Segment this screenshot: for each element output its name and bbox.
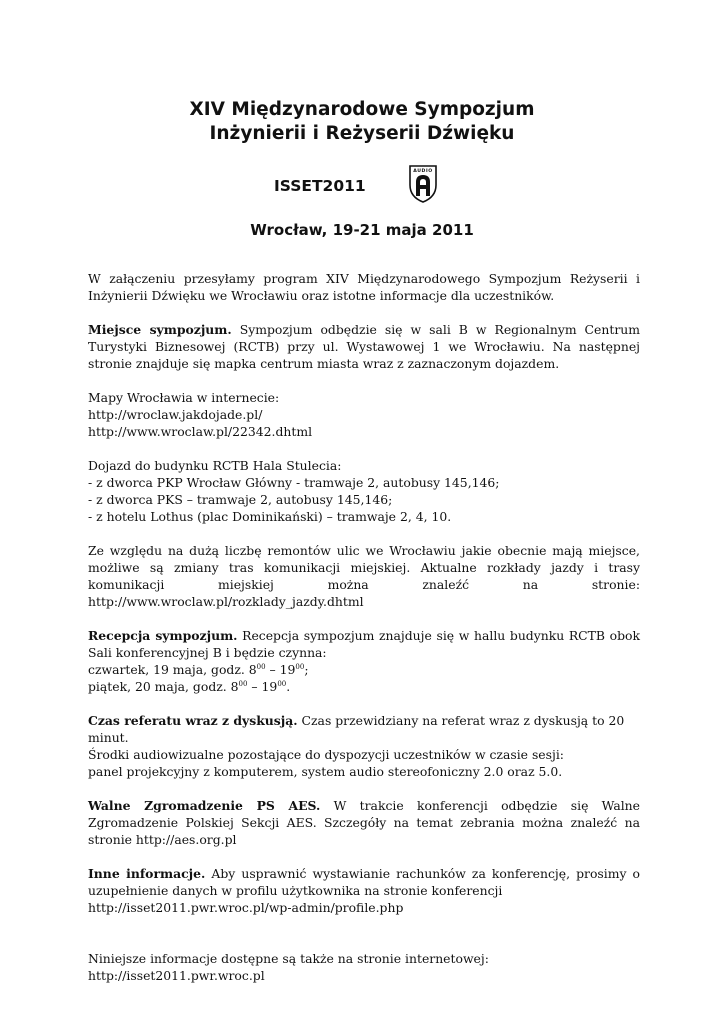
maps-link-2[interactable]: http://www.wroclaw.pl/22342.dhtml — [88, 424, 313, 439]
event-row — [0, 163, 724, 203]
intro-paragraph: W załączeniu przesyłamy program XIV Międzynarodowego Sympozjum Reżyserii i Inżynierii Dźwięku we Wrocławiu oraz istotne informacje dla uczestników. — [88, 271, 640, 303]
event-name: ISSET2011 — [274, 177, 366, 195]
document-title — [0, 98, 724, 146]
reception-heading: Recepcja sympozjum. — [88, 628, 238, 643]
footer-note: Niniejsze informacje dostępne są także na stronie internetowej: http://isset2011.pwr.wroc.pl — [88, 951, 489, 983]
venue-paragraph — [88, 321, 640, 372]
roadworks-paragraph: Ze względu na dużą liczbę remontów ulic we Wrocławiu jakie obecnie mają miejsce, możliwe są zmiany tras komunikacji miejskiej. Aktualne rozkłady jazdy i trasy komunikacji miejskiej można znaleźć na stronie: http://www.wroclaw.pl/rozklady_jazdy.dhtml — [88, 543, 640, 609]
transport-item: - z dworca PKS – tramwaje 2, autobusy 145,146; — [88, 492, 393, 507]
dateline: Wrocław, 19-21 maja 2011 — [250, 221, 474, 239]
other-info-heading: Inne informacje. — [88, 866, 206, 881]
transport-item: - z hotelu Lothus (plac Dominikański) – tramwaje 2, 4, 10. — [88, 509, 452, 524]
reception-day-2: piątek, 20 maja, godz. $8^{00} - 19^{00}$. — [88, 679, 291, 694]
transport-paragraph — [88, 457, 640, 525]
maps-label: Mapy Wrocławia w internecie: — [88, 390, 280, 405]
document-body — [88, 270, 640, 1001]
reception-day-1: czwartek, 19 maja, godz. $8^{00} - 19^{00}$; — [88, 662, 309, 677]
venue-text: Sympozjum odbędzie się w sali B w Regionalnym Centrum Turystyki Biznesowej (RCTB) przy ul. Wystawowej 1 we Wrocławiu. Na następnej stronie znajduje się mapka centrum miasta wraz z zaznaczonym dojazdem. — [88, 322, 640, 371]
other-info-paragraph — [88, 865, 640, 916]
assembly-text: W trakcie konferencji odbędzie się Walne Zgromadzenie Polskiej Sekcji AES. Szczegóły na temat zebrania można znaleźć na stronie http://aes.org.pl — [88, 798, 640, 847]
other-info-text: Inne informacje. Aby usprawnić wystawianie rachunków za konferencję, prosimy o uzupełnienie danych w profilu użytkownika na stronie konferencji — [88, 866, 641, 898]
talk-time-line-3: panel projekcyjny z komputerem, system audio stereofoniczny 2.0 oraz 5.0. — [88, 764, 563, 779]
aes-logo-icon — [408, 163, 438, 203]
talk-time-line-2: Środki audiowizualne pozostające do dyspozycji uczestników w czasie sesji: — [88, 747, 564, 762]
transport-item: - z dworca PKP Wrocław Główny - tramwaje 2, autobusy 145,146; — [88, 475, 500, 490]
reception-text: Recepcja sympozjum znajduje się w hallu budynku RCTB obok Sali konferencyjnej B i będzie czynna: — [88, 628, 640, 660]
reception-intro — [88, 627, 640, 661]
title-line-1: XIV Międzynarodowe Sympozjum — [189, 99, 535, 120]
talk-time-line-1: Czas referatu wraz z dyskusją. Czas przewidziany na referat wraz z dyskusją to 20 minut. — [88, 713, 625, 745]
title-line-2: Inżynierii i Reżyserii Dźwięku — [209, 123, 515, 144]
transport-label: Dojazd do budynku RCTB Hala Stulecia: — [88, 458, 342, 473]
reception-paragraph — [88, 627, 640, 695]
talk-time-heading: Czas referatu wraz z dyskusją. — [88, 713, 298, 728]
maps-paragraph — [88, 389, 640, 440]
venue-heading: Miejsce sympozjum. — [88, 322, 232, 337]
profile-link[interactable]: http://isset2011.pwr.wroc.pl/wp-admin/profile.php — [88, 900, 404, 915]
logo-text: AUDIO — [413, 169, 433, 174]
talk-time-paragraph — [88, 712, 640, 780]
assembly-paragraph — [88, 797, 640, 848]
assembly-heading: Walne Zgromadzenie PS AES. — [88, 798, 321, 813]
maps-link-1[interactable]: http://wroclaw.jakdojade.pl/ — [88, 407, 263, 422]
